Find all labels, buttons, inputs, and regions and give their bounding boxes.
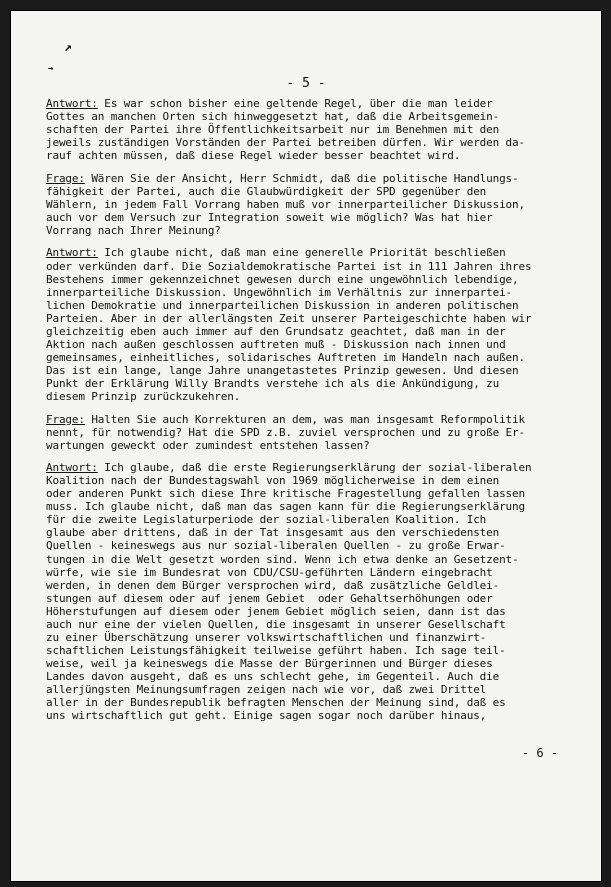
text-line: oder verkünden darf. Die Sozialdemokratische Partei ist in 111 Jahren ihres bbox=[46, 259, 532, 273]
text-line: auch vor dem Versuch zur Integration soweit wie möglich? Was hat hier bbox=[46, 210, 493, 224]
text-line: auch nur eine der vielen Quellen, die insgesamt in unserer Gesellschaft bbox=[46, 617, 506, 631]
text-line: lichen Demokratie und innerparteilichen Diskussion in anderen politischen bbox=[46, 298, 519, 312]
text-line: für die zweite Legislaturperiode der sozial-liberalen Koalition. Ich bbox=[46, 513, 487, 527]
text-line: oder anderen Punkt sich diese Ihre kritische Fragestellung gefallen lassen bbox=[46, 487, 525, 501]
text-line: rauf achten müssen, daß diese Regel wieder besser beachtet wird. bbox=[46, 149, 461, 163]
text-line: schaftlichen Leistungsfähigkeit teilweise geführt haben. Ich sage teil- bbox=[46, 643, 506, 657]
text-line: aller in der Bundesrepublik befragten Menschen der Meinung sind, daß es bbox=[46, 696, 506, 710]
speaker-label: Antwort: bbox=[46, 246, 98, 260]
pen-mark: → bbox=[48, 64, 54, 74]
text-line: würfe, wie sie im Bundesrat von CDU/CSU-geführten Ländern eingebracht bbox=[46, 565, 493, 579]
text-line: Antwort: Ich glaube nicht, daß man eine generelle Priorität beschließen bbox=[46, 246, 506, 260]
speaker-label: Antwort: bbox=[46, 97, 98, 110]
text-line: werden, in denen dem Bürger versprochen wird, daß zusätzliche Geldlei- bbox=[46, 578, 500, 592]
text-line: jeweils zuständigen Vorständen der Partei betreiben dürfen. Wir werden da- bbox=[46, 136, 525, 150]
text-line: Wählern, in jedem Fall Vorrang haben muß vor innerparteilicher Diskussion, bbox=[46, 197, 525, 211]
speaker-label: Frage: bbox=[46, 171, 85, 185]
pen-mark: ↗ bbox=[64, 40, 72, 55]
paragraph bbox=[46, 461, 592, 722]
text-line: wartungen geweckt oder zumindest entstehen lassen? bbox=[46, 438, 370, 452]
paragraph bbox=[46, 97, 592, 162]
document-body bbox=[46, 97, 592, 732]
speaker-label: Frage: bbox=[46, 412, 85, 426]
paragraph bbox=[46, 246, 592, 403]
text-line: schaften der Partei ihre Öffentlichkeitsarbeit nur im Benehmen mit den bbox=[46, 123, 500, 137]
text-line: muss. Ich glaube nicht, daß man das sagen kann für die Regierungserklärung bbox=[46, 500, 525, 514]
text-line: Vorrang nach Ihrer Meinung? bbox=[46, 223, 221, 237]
paragraph bbox=[46, 172, 592, 237]
text-line: gleichzeitig eben auch immer auf den Grundsatz geachtet, daß man in der bbox=[46, 324, 506, 338]
page-number: - 5 - bbox=[286, 76, 326, 91]
speaker-label: Antwort: bbox=[46, 461, 98, 475]
text-line: Bestehens immer gekennzeichnet gewesen durch eine ungewöhnlich lebendige, bbox=[46, 272, 519, 286]
text-line: tungen in die Welt gesetzt worden sind. Wenn ich etwa denke an Gesetzent- bbox=[46, 552, 519, 566]
text-line: Gottes an manchen Orten sich hinweggesetzt hat, daß die Arbeitsgemein- bbox=[46, 110, 500, 124]
text-line: Aktion nach außen geschlossen auftreten muß - Diskussion nach innen und bbox=[46, 337, 506, 351]
text-line: glaube aber drittens, daß in der Tat insgesamt aus den verschiedensten bbox=[46, 526, 500, 540]
text-line: fähigkeit der Partei, auch die Glaubwürdigkeit der SPD gegenüber den bbox=[46, 184, 487, 198]
text-line: innerparteiliche Diskussion. Ungewöhnlich im Verhältnis zur innerpartei- bbox=[46, 285, 513, 299]
text-line: diesem Prinzip zurückzukehren. bbox=[46, 389, 241, 403]
text-line: Frage: Halten Sie auch Korrekturen an dem, was man insgesamt Reformpolitik bbox=[46, 412, 525, 426]
text-line: Antwort: Ich glaube, daß die erste Regierungserklärung der sozial-liberalen bbox=[46, 461, 532, 475]
text-line: weise, weil ja keineswegs die Masse der Bürgerinnen und Bürger dieses bbox=[46, 656, 493, 670]
text-line: Das ist ein lange, lange Jahre unangetastetes Prinzip gewesen. Und diesen bbox=[46, 363, 519, 377]
text-line: zu einer Überschätzung unserer volkswirtschaftlichen und finanzwirt- bbox=[46, 630, 487, 644]
text-line: Antwort: Es war schon bisher eine geltende Regel, über die man leider bbox=[46, 97, 493, 110]
paragraph bbox=[46, 413, 592, 452]
text-line: stungen auf diesem oder auf jenem Gebiet oder Gehaltserhöhungen oder bbox=[46, 591, 493, 605]
text-line: uns wirtschaftlich gut geht. Einige sagen sogar noch darüber hinaus, bbox=[46, 709, 487, 723]
text-line: Frage: Wären Sie der Ansicht, Herr Schmidt, daß die politische Handlungs- bbox=[46, 171, 519, 185]
text-line: nennt, für notwendig? Hat die SPD z.B. zuviel versprochen und zu große Er- bbox=[46, 425, 525, 439]
text-line: Punkt der Erklärung Willy Brandts verstehe ich als die Ankündigung, zu bbox=[46, 376, 500, 390]
document-page bbox=[10, 10, 602, 882]
text-line: Quellen - keineswegs aus nur sozial-liberalen Quellen - zu große Erwar- bbox=[46, 539, 506, 553]
next-page-indicator: - 6 - bbox=[521, 746, 558, 760]
text-line: Höherstufungen auf diesem oder jenem Gebiet möglich seien, dann ist das bbox=[46, 604, 506, 618]
text-line: gemeinsames, einheitliches, solidarisches Auftreten im Handeln nach außen. bbox=[46, 350, 525, 364]
text-line: Koalition nach der Bundestagswahl von 1969 möglicherweise in dem einen bbox=[46, 474, 500, 488]
text-line: allerjüngsten Meinungsumfragen zeigen nach wie vor, daß zwei Drittel bbox=[46, 682, 487, 696]
text-line: Landes davon ausgeht, daß es uns schlecht gehe, im Gegenteil. Auch die bbox=[46, 669, 500, 683]
text-line: Parteien. Aber in der allerlängsten Zeit unserer Parteigeschichte haben wir bbox=[46, 311, 532, 325]
